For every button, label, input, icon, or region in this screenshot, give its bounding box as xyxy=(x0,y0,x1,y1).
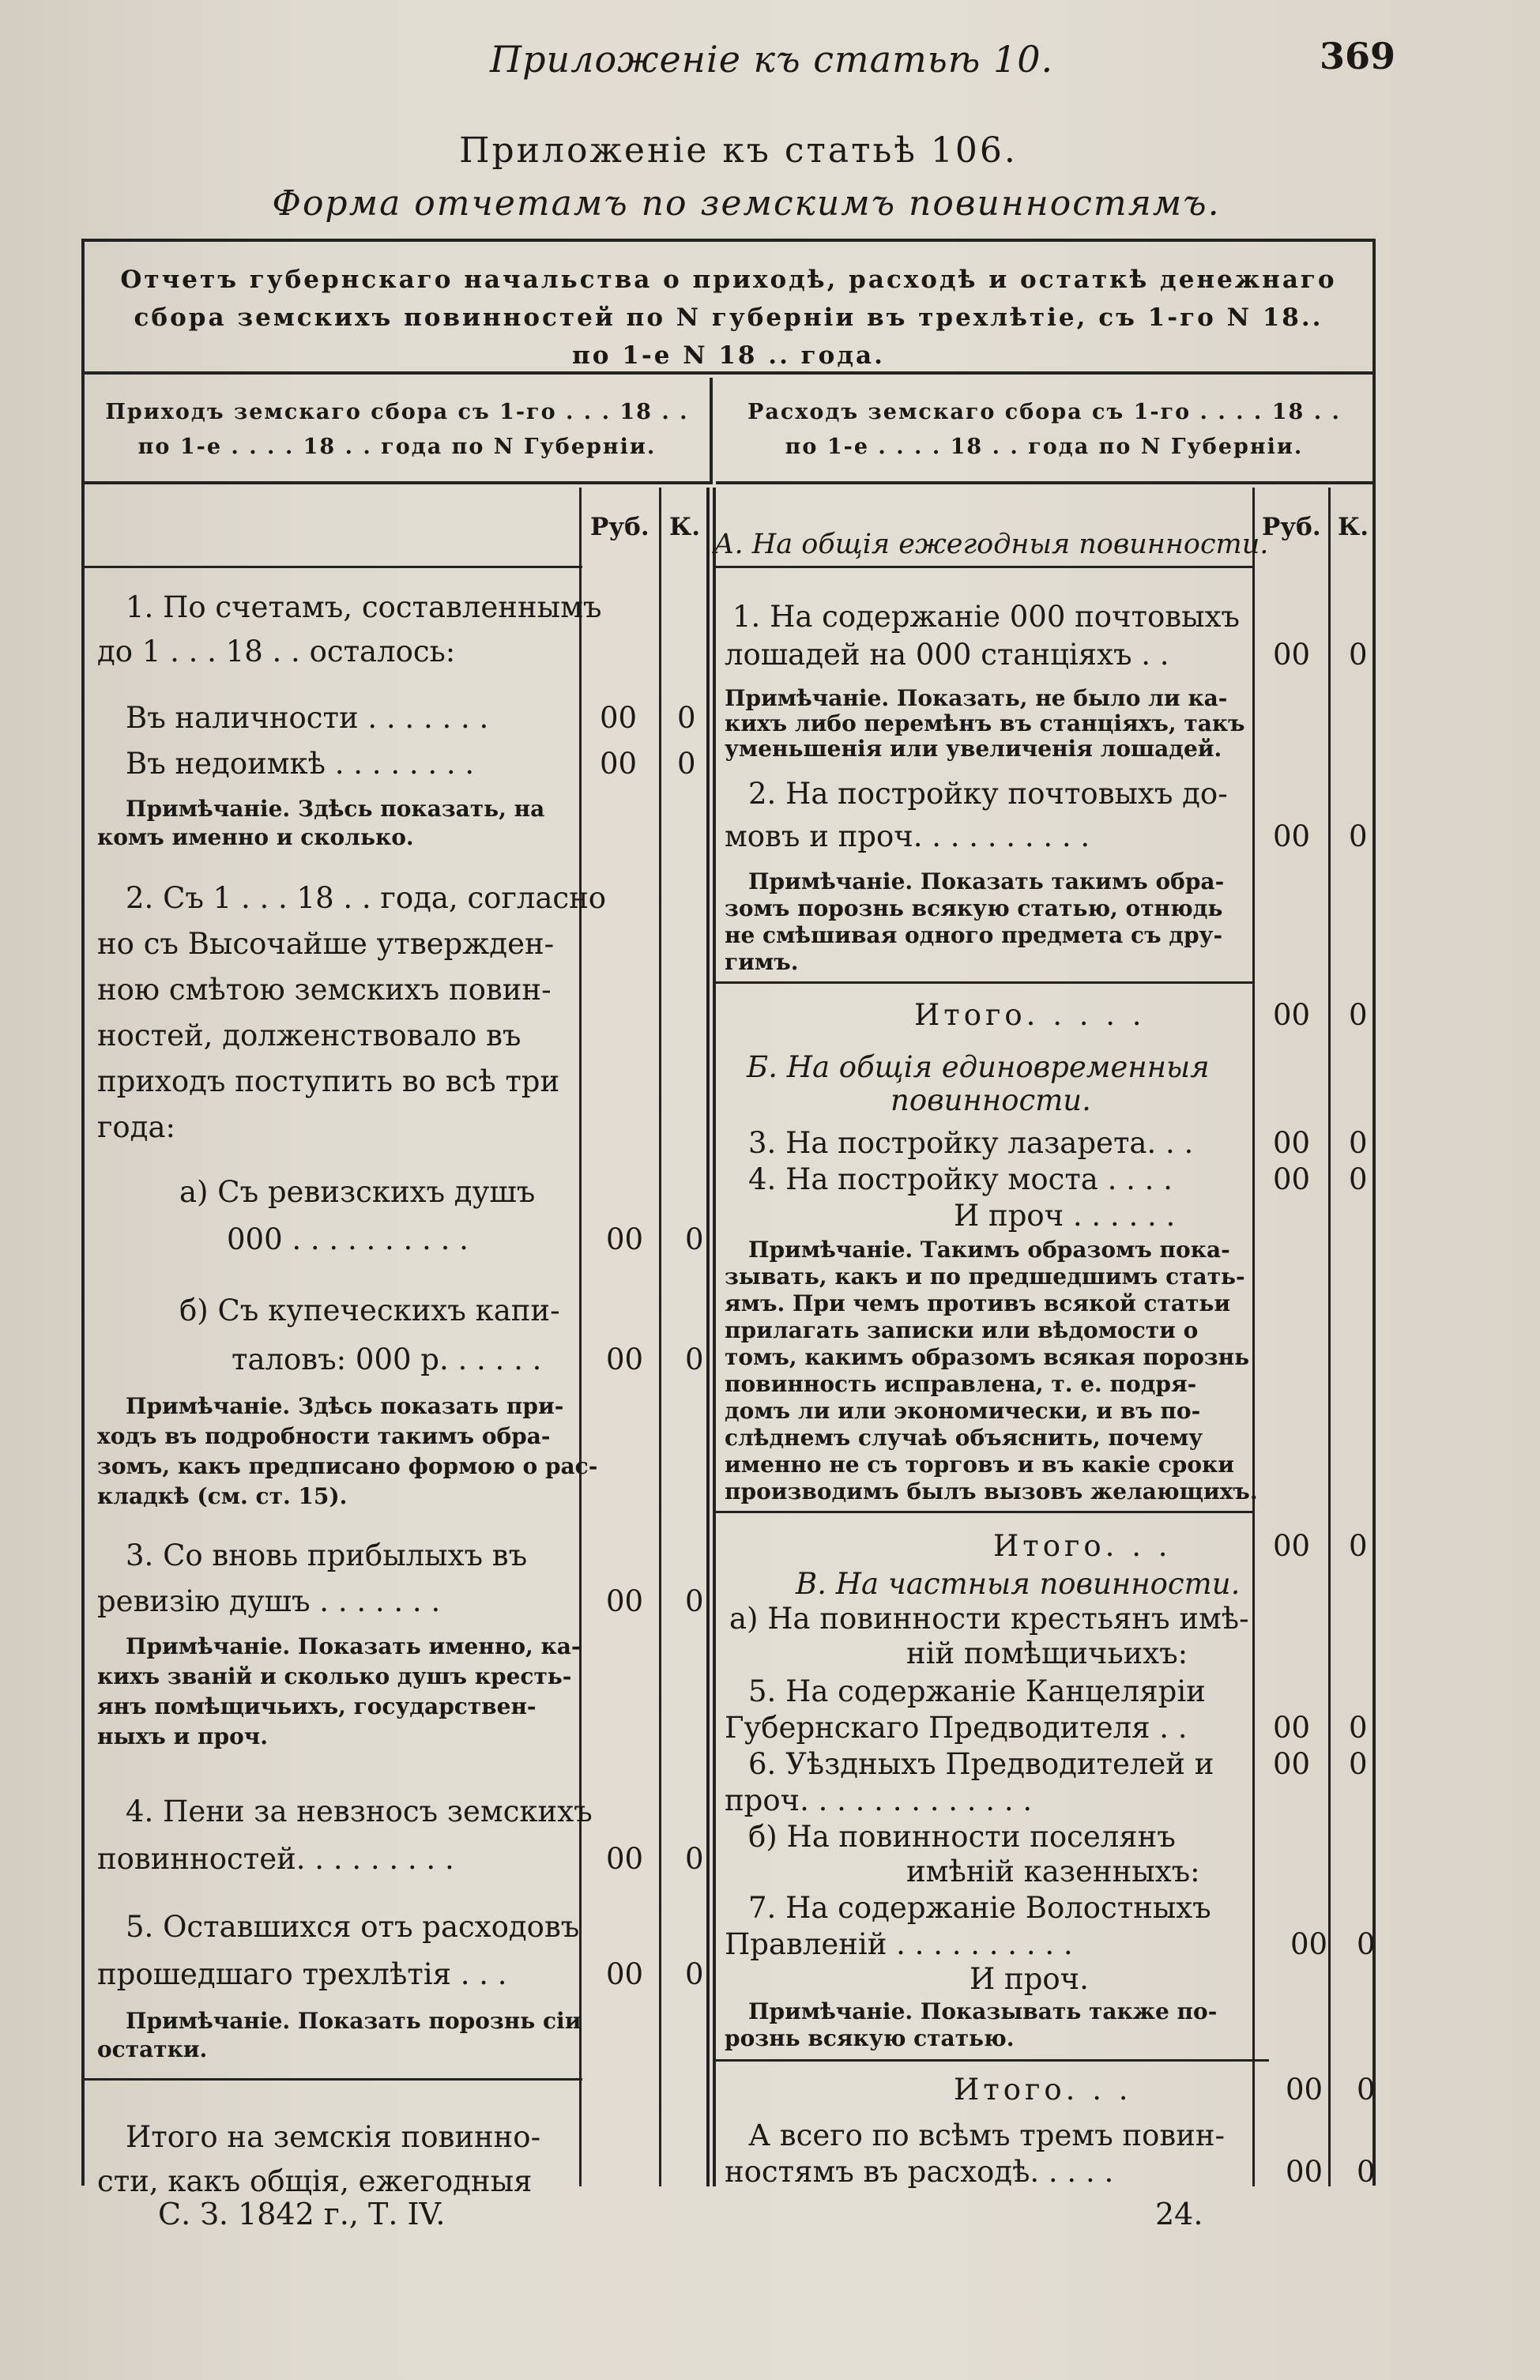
expense-note-2-line1: Примѣчаніе. Показать такимъ обра- xyxy=(748,868,1225,894)
income-note-2-line4: кладкѣ (см. ст. 15). xyxy=(97,1483,348,1509)
income-item-2-line5: приходъ поступить во всѣ три xyxy=(97,1064,560,1098)
expense-item-7-kop: 0 xyxy=(1357,1927,1376,1961)
right-kop-header: К. xyxy=(1338,513,1369,541)
income-item-5-kop: 0 xyxy=(685,1957,704,1991)
expense-total-v: Итого. . . xyxy=(954,2073,1132,2107)
expense-etc-1: И проч . . . . . . xyxy=(954,1199,1176,1233)
income-arrears-rub: 00 xyxy=(600,747,638,781)
expense-item-6-kop: 0 xyxy=(1349,1747,1368,1781)
income-item-2b-line2: таловъ: 000 р. . . . . . xyxy=(232,1343,542,1376)
report-form-table xyxy=(81,239,1376,2198)
expense-item-5-line1: 5. На содержаніе Канцеляріи xyxy=(748,1674,1206,1708)
expense-sub-b-line1: б) На повинности поселянъ xyxy=(748,1820,1176,1854)
left-rub-header: Руб. xyxy=(590,513,650,541)
right-header-underline xyxy=(716,566,1253,568)
center-rule-b xyxy=(713,488,716,2186)
expense-note-3-line3: ямъ. При чемъ противъ всякой статьи xyxy=(725,1290,1231,1316)
expense-grand-total-line1: А всего по всѣмъ тремъ повин- xyxy=(748,2118,1226,2152)
section-b-heading-line2: повинности. xyxy=(890,1083,1091,1117)
income-item-5-rub: 00 xyxy=(606,1957,644,1991)
income-item-3-rub: 00 xyxy=(606,1584,644,1618)
income-total-rule xyxy=(85,2078,582,2081)
expense-total-b-rub: 00 xyxy=(1273,1529,1311,1563)
expense-grand-total-kop: 0 xyxy=(1357,2155,1376,2189)
running-head xyxy=(0,35,1540,90)
section-a-heading: А. На общія ежегодныя повинности. xyxy=(714,529,1269,560)
income-item-2a-kop: 0 xyxy=(685,1222,704,1256)
income-note-2-line1: Примѣчаніе. Здѣсь показать при- xyxy=(126,1393,564,1419)
income-item-2-line4: ностей, долженствовало въ xyxy=(97,1019,521,1053)
expense-note-1-line1: Примѣчаніе. Показать, не было ли ка- xyxy=(725,685,1228,711)
income-item-5-line2: прошедшаго трехлѣтія . . . xyxy=(97,1957,507,1991)
income-note-1-line2: комъ именно и сколько. xyxy=(97,824,414,850)
income-total-line1: Итого на земскія повинно- xyxy=(126,2120,541,2154)
expense-item-3-rub: 00 xyxy=(1273,1126,1311,1160)
expense-sub-b-line2: имѣній казенныхъ: xyxy=(906,1855,1200,1889)
expense-total-b-kop: 0 xyxy=(1349,1529,1368,1563)
page-title: Приложеніе къ статьѣ 106. xyxy=(459,130,1018,171)
expense-item-2-line1: 2. На постройку почтовыхъ до- xyxy=(748,777,1228,811)
income-item-3-line1: 3. Со вновь прибылыхъ въ xyxy=(126,1538,528,1572)
expense-item-2-rub: 00 xyxy=(1273,819,1311,853)
expense-total-v-rub: 00 xyxy=(1286,2073,1323,2107)
expense-note-3-line9: именно не съ торговъ и въ какіе сроки xyxy=(725,1452,1235,1478)
expense-note-1-line3: уменьшенія или увеличенія лошадей. xyxy=(725,736,1222,762)
expense-item-5-line2: Губернскаго Предводителя . . xyxy=(725,1711,1188,1745)
income-cash: Въ наличности . . . . . . . xyxy=(126,701,489,735)
expense-note-1-line2: кихъ либо перемѣнъ въ станціяхъ, такъ xyxy=(725,710,1245,736)
income-arrears: Въ недоимкѣ . . . . . . . . xyxy=(126,747,475,781)
left-kop-header: К. xyxy=(669,513,700,541)
income-item-3-line2: ревизію душъ . . . . . . . xyxy=(97,1584,441,1618)
expense-etc-2: И проч. xyxy=(970,1962,1089,1996)
income-note-1-line1: Примѣчаніе. Здѣсь показать, на xyxy=(126,796,545,822)
expense-item-4-kop: 0 xyxy=(1349,1162,1368,1196)
left-header-underline xyxy=(85,566,582,568)
income-item-2a-line2: 000 . . . . . . . . . . xyxy=(227,1222,469,1256)
expense-item-6-line2: проч. . . . . . . . . . . . . xyxy=(725,1783,1033,1817)
expense-note-2-line3: не смѣшивая одного предмета съ дру- xyxy=(725,922,1223,948)
income-item-2a-line1: а) Съ ревизскихъ душъ xyxy=(179,1175,536,1209)
expense-note-3-line7: домъ ли или экономически, и въ по- xyxy=(725,1398,1201,1424)
income-note-3-line3: янъ помѣщичьихъ, государствен- xyxy=(97,1693,537,1719)
expense-total-v-kop: 0 xyxy=(1357,2073,1376,2107)
expense-subtotal-rule-1 xyxy=(716,981,1253,984)
expense-item-7-rub: 00 xyxy=(1290,1927,1328,1961)
expense-sub-a-line1: а) На повинности крестьянъ имѣ- xyxy=(729,1602,1249,1636)
expense-item-5-kop: 0 xyxy=(1349,1711,1368,1745)
page-subtitle: Форма отчетамъ по земскимъ повинностямъ. xyxy=(272,183,1221,224)
expense-item-7-line2: Правленій . . . . . . . . . . xyxy=(725,1927,1073,1961)
income-note-5-line1: Примѣчаніе. Показать порознь сіи xyxy=(126,2008,582,2034)
expense-note-2-line2: зомъ порознь всякую статью, отнюдь xyxy=(725,895,1223,921)
expense-item-5-rub: 00 xyxy=(1273,1711,1311,1745)
income-cash-rub: 00 xyxy=(600,701,638,735)
income-arrears-kop: 0 xyxy=(677,747,696,781)
income-item-2b-rub: 00 xyxy=(606,1343,644,1376)
income-item-1-line1: 1. По счетамъ, составленнымъ xyxy=(126,590,602,624)
income-item-2-line3: ною смѣтою земскихъ повин- xyxy=(97,973,552,1007)
expense-grand-total-rub: 00 xyxy=(1286,2155,1323,2189)
expense-note-4-line2: рознь всякую статью. xyxy=(725,2025,1015,2051)
left-rub-rule xyxy=(579,488,582,2186)
expense-item-3-kop: 0 xyxy=(1349,1126,1368,1160)
expense-item-3: 3. На постройку лазарета. . . xyxy=(748,1126,1194,1160)
expense-note-3-line10: производимъ былъ вызовъ желающихъ. xyxy=(725,1478,1258,1504)
expense-item-4: 4. На постройку моста . . . . xyxy=(748,1162,1173,1196)
income-item-4-kop: 0 xyxy=(685,1842,704,1876)
footer-signature-mark: 24. xyxy=(1155,2197,1203,2231)
footer-code-reference: С. З. 1842 г., Т. IV. xyxy=(158,2197,446,2231)
expense-item-1-kop: 0 xyxy=(1349,638,1368,672)
expense-item-6-rub: 00 xyxy=(1273,1747,1311,1781)
expense-item-2-line2: мовъ и проч. . . . . . . . . . xyxy=(725,819,1090,853)
income-note-3-line2: кихъ званій и сколько душъ кресть- xyxy=(97,1663,572,1689)
income-item-2-line6: года: xyxy=(97,1110,175,1144)
expense-item-1-rub: 00 xyxy=(1273,638,1311,672)
expense-total-a: Итого. . . . . xyxy=(914,998,1146,1032)
income-note-3-line4: ныхъ и проч. xyxy=(97,1723,268,1749)
left-kop-rule xyxy=(659,488,661,2186)
right-kop-rule xyxy=(1328,488,1331,2186)
income-item-2a-rub: 00 xyxy=(606,1222,644,1256)
running-title: Приложеніе къ статьѣ 10. xyxy=(490,38,1054,81)
expense-column-heading: Расходъ земскаго сбора съ 1-го . . . . 18 . . по 1-е . . . . 18 . . года по N Губерніи. xyxy=(716,378,1372,484)
income-note-5-line2: остатки. xyxy=(97,2036,208,2062)
expense-note-3-line1: Примѣчаніе. Такимъ образомъ пока- xyxy=(748,1237,1230,1263)
expense-item-7-line1: 7. На содержаніе Волостныхъ xyxy=(748,1891,1211,1925)
income-item-4-line1: 4. Пени за невзносъ земскихъ xyxy=(126,1794,593,1828)
right-rub-header: Руб. xyxy=(1262,513,1321,541)
income-item-5-line1: 5. Оставшихся отъ расходовъ xyxy=(126,1910,580,1944)
income-item-1-line2: до 1 . . . 18 . . осталось: xyxy=(97,635,456,668)
expense-note-3-line8: слѣднемъ случаѣ объяснить, почему xyxy=(725,1425,1203,1451)
income-item-2-line2: но съ Высочайше утвержден- xyxy=(97,927,555,961)
income-note-3-line1: Примѣчаніе. Показать именно, ка- xyxy=(126,1633,581,1659)
expense-grand-total-line2: ностямъ въ расходѣ. . . . . xyxy=(725,2155,1114,2189)
expense-item-1-line1: 1. На содержаніе 000 почтовыхъ xyxy=(732,600,1240,634)
expense-note-4-line1: Примѣчаніе. Показывать также по- xyxy=(748,1998,1218,2024)
right-rub-rule xyxy=(1252,488,1255,2186)
income-item-3-kop: 0 xyxy=(685,1584,704,1618)
expense-note-3-line5: томъ, какимъ образомъ всякая порознь xyxy=(725,1344,1250,1370)
income-cash-kop: 0 xyxy=(677,701,696,735)
expense-total-a-kop: 0 xyxy=(1349,998,1368,1032)
expense-note-3-line6: повинность исправлена, т. е. подря- xyxy=(725,1371,1197,1397)
income-item-4-line2: повинностей. . . . . . . . . xyxy=(97,1842,454,1876)
expense-subtotal-rule-3 xyxy=(716,2059,1269,2062)
form-heading: Отчетъ губернскаго начальства о приходѣ, расходѣ и остаткѣ денежнаго сбора земскихъ повинностей по N губерніи въ трехлѣтіе, съ 1-го N 18.. по 1-е N 18 .. года. xyxy=(85,242,1372,375)
income-note-2-line2: ходъ въ подробности такимъ обра- xyxy=(97,1423,551,1449)
income-total-line2: сти, какъ общія, ежегодныя xyxy=(97,2164,533,2198)
section-v-heading: В. На частныя повинности. xyxy=(796,1567,1241,1601)
expense-note-3-line2: зывать, какъ и по предшедшимъ стать- xyxy=(725,1263,1245,1290)
income-item-2-line1: 2. Съ 1 . . . 18 . . года, согласно xyxy=(126,881,607,915)
income-column-heading: Приходъ земскаго сбора съ 1-го . . . 18 . . по 1-е . . . . 18 . . года по N Губерніи. xyxy=(85,378,713,484)
expense-sub-a-line2: ній помѣщичьихъ: xyxy=(906,1636,1188,1670)
income-item-2b-line1: б) Съ купеческихъ капи- xyxy=(179,1294,560,1327)
expense-note-2-line4: гимъ. xyxy=(725,949,799,975)
section-b-heading-line1: Б. На общія единовременныя xyxy=(747,1050,1210,1084)
income-item-2b-kop: 0 xyxy=(685,1343,704,1376)
expense-note-3-line4: прилагать записки или вѣдомости о xyxy=(725,1317,1199,1343)
expense-item-4-rub: 00 xyxy=(1273,1162,1311,1196)
income-note-2-line3: зомъ, какъ предписано формою о рас- xyxy=(97,1453,598,1479)
expense-item-6-line1: 6. Уѣздныхъ Предводителей и xyxy=(748,1747,1214,1781)
center-rule-a xyxy=(706,488,710,2186)
page-number: 369 xyxy=(1320,35,1396,77)
expense-item-2-kop: 0 xyxy=(1349,819,1368,853)
income-item-4-rub: 00 xyxy=(606,1842,644,1876)
expense-item-1-line2: лошадей на 000 станціяхъ . . xyxy=(725,638,1169,672)
expense-total-a-rub: 00 xyxy=(1273,998,1311,1032)
expense-total-b: Итого. . . xyxy=(993,1529,1172,1563)
expense-subtotal-rule-2 xyxy=(716,1511,1253,1513)
